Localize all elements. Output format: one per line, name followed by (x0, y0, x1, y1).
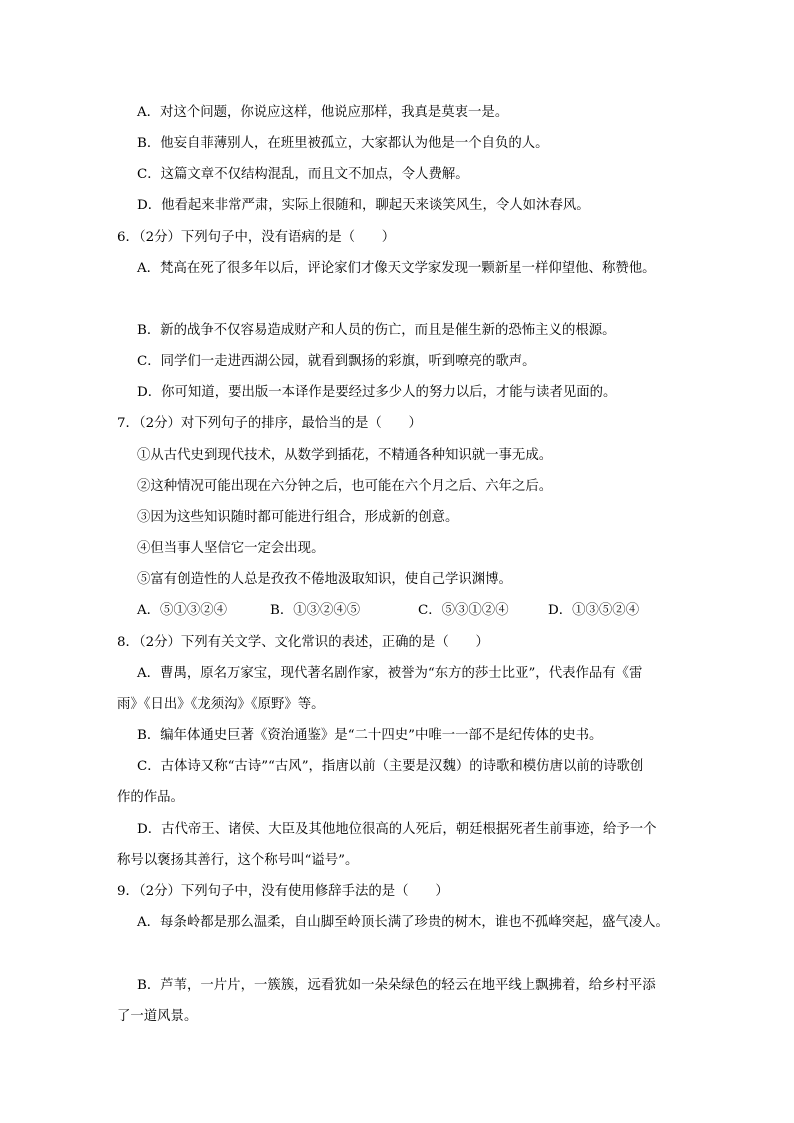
q7-sentence-3: ③因为这些知识随时都可能进行组合，形成新的创意。 (137, 510, 459, 525)
q8-option-b: B．编年体通史巨著《资治通鉴》是“二十四史”中唯一一部不是纪传体的史书。 (137, 728, 603, 743)
q8-option-c: C．古体诗又称“古诗”“古风”，指唐以前（主要是汉魏）的诗歌和模仿唐以前的诗歌创 (137, 759, 644, 774)
question-8-stem: 8．（2分）下列有关文学、文化常识的表述，正确的是（ ） (117, 635, 489, 650)
q8-option-a: A．曹禺，原名万家宝，现代著名剧作家，被誉为“东方的莎士比亚”，代表作品有《雷 (137, 666, 643, 681)
q5-option-b: B．他妄自菲薄别人，在班里被孤立，大家都认为他是一个自负的人。 (137, 136, 549, 151)
q7-option-c: C．⑤③①②④ (418, 603, 509, 618)
q7-sentence-1: ①从古代史到现代技术，从数学到插花，不精通各种知识就一事无成。 (137, 448, 553, 463)
q5-option-a: A．对这个问题，你说应这样，他说应那样，我真是莫衷一是。 (137, 105, 509, 120)
q7-option-d: D．①③⑤②④ (548, 603, 640, 618)
question-7-stem: 7．（2分）对下列句子的排序，最恰当的是（ ） (117, 416, 422, 431)
q6-option-b: B．新的战争不仅容易造成财产和人员的伤亡，而且是催生新的恐怖主义的根源。 (137, 323, 616, 338)
q5-option-c: C．这篇文章不仅结构混乱，而且文不加点，令人费解。 (137, 167, 469, 182)
q9-option-a: A．每条岭都是那么温柔，自山脚至岭顶长满了珍贵的树木，谁也不孤峰突起，盛气凌人。 (137, 915, 669, 930)
q8-option-c-cont: 作的作品。 (117, 790, 184, 805)
q6-option-a: A．梵高在死了很多年以后，评论家们才像天文学家发现一颗新星一样仰望他、称赞他。 (137, 261, 656, 276)
q7-option-b: B．①③②④⑤ (270, 603, 361, 618)
q7-sentence-5: ⑤富有创造性的人总是孜孜不倦地汲取知识，使自己学识渊博。 (137, 572, 512, 587)
q7-option-a: A．⑤①③②④ (137, 603, 228, 618)
q7-sentence-2: ②这种情况可能出现在六分钟之后，也可能在六个月之后、六年之后。 (137, 479, 553, 494)
q8-option-d-cont: 称号以褒扬其善行，这个称号叫“谥号”。 (117, 853, 359, 868)
q9-option-b-cont: 了一道风景。 (117, 1009, 198, 1024)
q9-option-b: B．芦苇，一片片，一簇簇，远看犹如一朵朵绿色的轻云在地平线上飘拂着，给乡村平添 (137, 978, 656, 993)
question-6-stem: 6．（2分）下列句子中，没有语病的是（ ） (117, 230, 396, 245)
q6-option-d: D．你可知道，要出版一本译作是要经过多少人的努力以后，才能与读者见面的。 (137, 385, 617, 400)
q7-sentence-4: ④但当事人坚信它一定会出现。 (137, 541, 325, 556)
q5-option-d: D．他看起来非常严肃，实际上很随和，聊起天来谈笑风生，令人如沐春风。 (137, 198, 590, 213)
q6-option-c: C．同学们一走进西湖公园，就看到飘扬的彩旗，听到嘹亮的歌声。 (137, 354, 536, 369)
q7-options (137, 602, 639, 620)
q8-option-d: D．古代帝王、诸侯、大臣及其他地位很高的人死后，朝廷根据死者生前事迹，给予一个 (137, 822, 657, 837)
q8-option-a-cont: 雨》《日出》《龙须沟》《原野》等。 (117, 697, 325, 712)
question-9-stem: 9．（2分）下列句子中，没有使用修辞手法的是（ ） (117, 884, 449, 899)
